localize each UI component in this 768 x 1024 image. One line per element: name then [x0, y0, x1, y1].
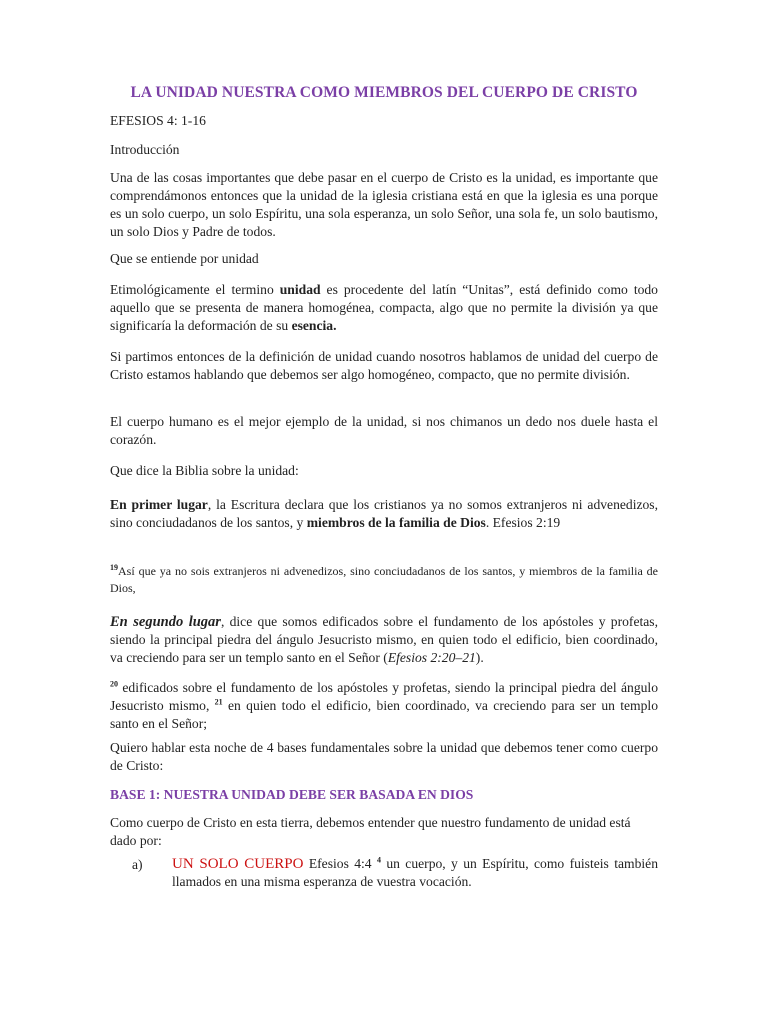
definition-paragraph: Si partimos entonces de la definición de unidad cuando nosotros hablamos de unidad del cuerpo de Cristo estamos hablando que debemos ser algo homogéneo, compacto, que no permite división. — [110, 349, 658, 382]
list-marker-a: a) — [132, 857, 143, 872]
verse-20-21: $^{20}$ edificados sobre el fundamento de los apóstoles y profetas, siendo la principal piedra del ángulo Jesucristo mismo, $^{21}$ en quien todo el edificio, bien coordinado, va creciendo para ser un templo santo en el Señor; — [110, 679, 658, 731]
first-point-paragraph: En primer lugar, la Escritura declara que los cristianos ya no somos extranjeros ni advenedizos, sino conciudadanos de los santos, y miembros de la familia de Dios. Efesios 2:19 — [110, 497, 658, 530]
bases-intro-paragraph: Quiero hablar esta noche de 4 bases fundamentales sobre la unidad que debemos tener como cuerpo de Cristo: — [110, 740, 658, 773]
verse-19: $^{19}$Así que ya no sois extranjeros ni advenedizos, sino conciudadanos de los santos, y miembros de la familia de Dios, — [110, 563, 658, 595]
list-item-a: UN SOLO CUERPO Efesios 4:4 $^4$ un cuerpo, y un Espíritu, como fuisteis también llamados en una misma esperanza de vuestra vocación. — [172, 855, 658, 889]
intro-label: Introducción — [110, 142, 180, 157]
second-point-paragraph: En segundo lugar, dice que somos edificados sobre el fundamento de los apóstoles y profetas, siendo la principal piedra del ángulo Jesucristo mismo, en quien todo el edificio, bien coordinado, va creciendo para ser un templo santo en el Señor (Efesios 2:20–21). — [110, 614, 658, 665]
document-title: LA UNIDAD NUESTRA COMO MIEMBROS DEL CUERPO DE CRISTO — [130, 84, 638, 101]
human-body-paragraph: El cuerpo humano es el mejor ejemplo de la unidad, si nos chimanos un dedo nos duele hasta el corazón. — [110, 414, 658, 447]
base-1-heading: BASE 1: NUESTRA UNIDAD DEBE SER BASADA EN DIOS — [110, 787, 474, 802]
scripture-reference: EFESIOS 4: 1-16 — [110, 113, 206, 128]
bible-question: Que dice la Biblia sobre la unidad: — [110, 463, 299, 478]
foundation-paragraph: Como cuerpo de Cristo en esta tierra, debemos entender que nuestro fundamento de unidad está dado por: — [110, 815, 631, 848]
unity-question: Que se entiende por unidad — [110, 251, 259, 266]
intro-paragraph: Una de las cosas importantes que debe pasar en el cuerpo de Cristo es la unidad, es importante que comprendámonos entonces que la unidad de la iglesia cristiana está en que la iglesia es una porque es un solo cuerpo, un solo Espíritu, una sola esperanza, un solo Señor, una sola fe, un solo bautismo, un solo Dios y Padre de todos. — [110, 170, 658, 239]
etymology-paragraph: Etimológicamente el termino unidad es procedente del latín “Unitas”, está definido como todo aquello que se presenta de manera homogénea, compacta, algo que no permite la división ya que significaría la deformación de su esencia. — [110, 282, 658, 333]
